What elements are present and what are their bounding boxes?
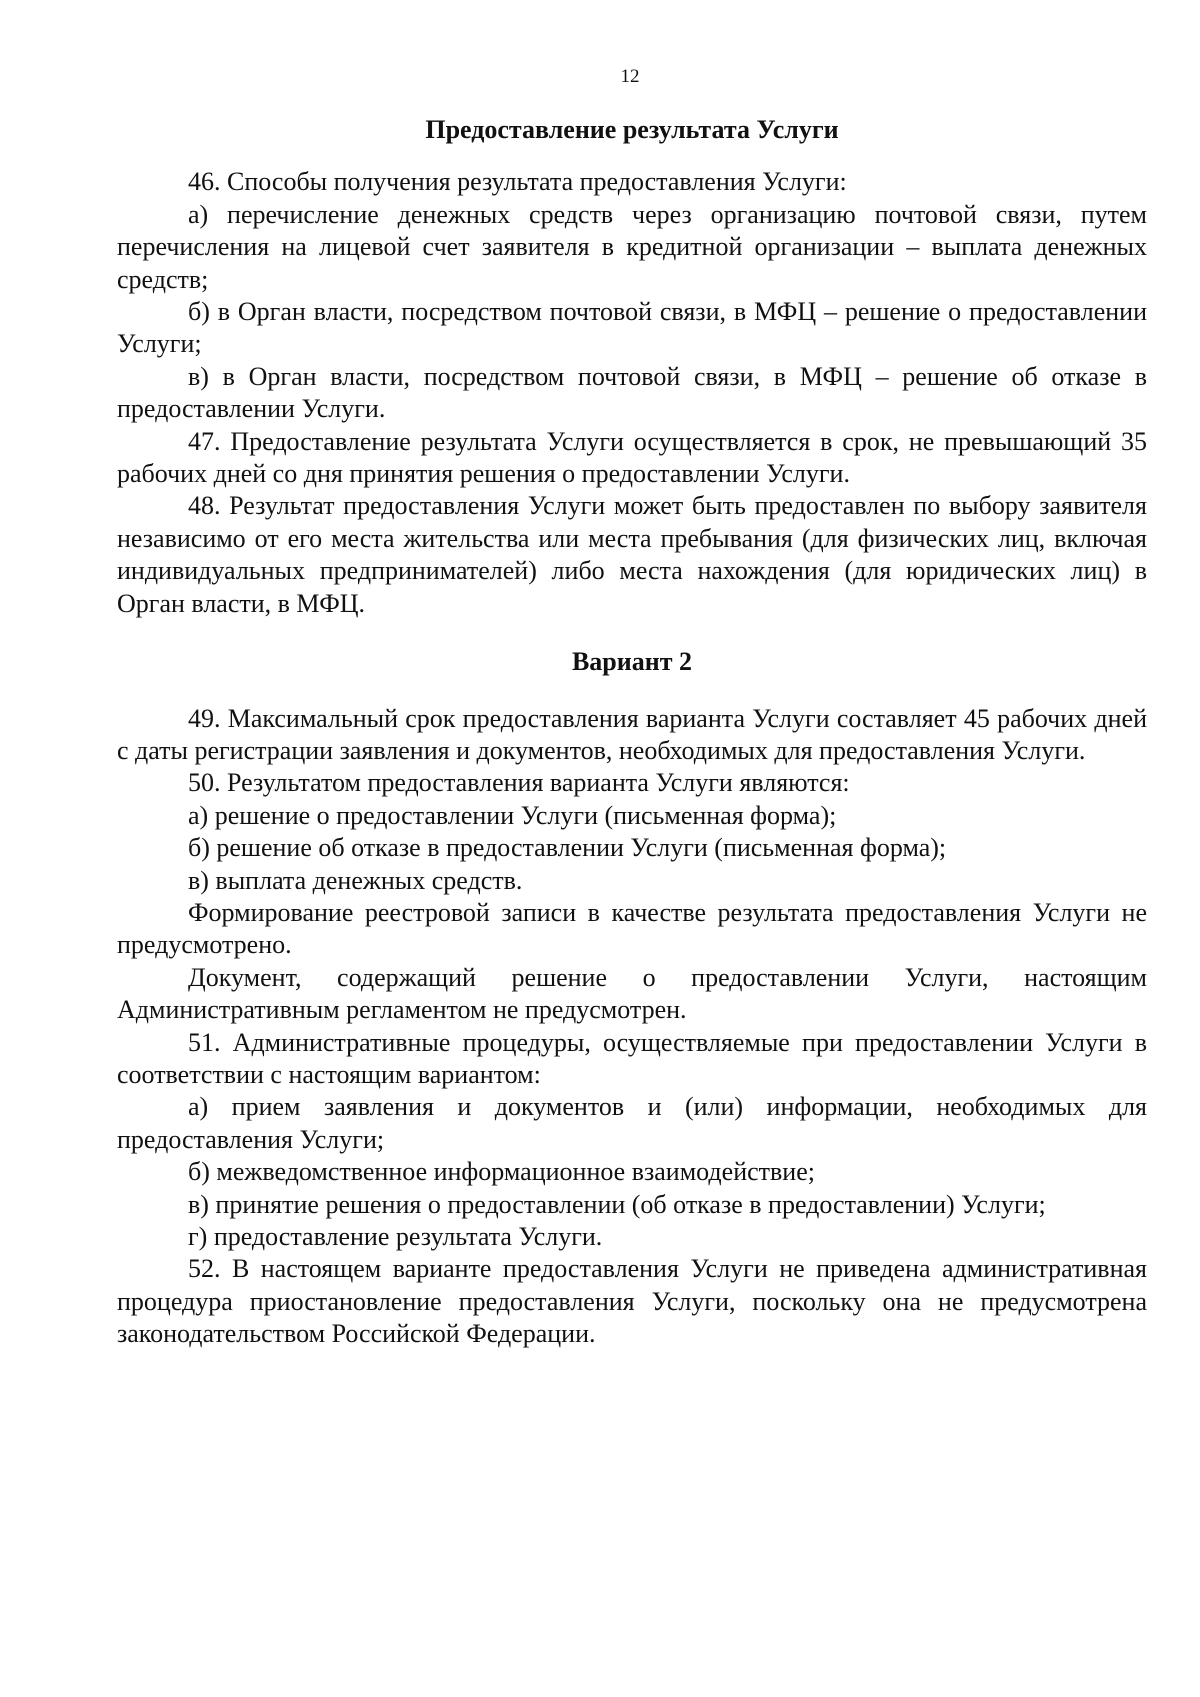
paragraph: а) перечисление денежных средств через организацию почтовой связи, путем перечисления на лицевой счет заявителя в кредитной организации – выплата денежных средств; (117, 199, 1147, 294)
paragraph: в) в Орган власти, посредством почтовой связи, в МФЦ – решение об отказе в предоставлении Услуги. (117, 361, 1147, 424)
document-body (117, 114, 1147, 1351)
paragraph: б) межведомственное информационное взаимодействие; (188, 1157, 815, 1187)
paragraph: а) решение о предоставлении Услуги (письменная форма); (188, 800, 837, 830)
paragraph: а) прием заявления и документов и (или) информации, необходимых для предоставления Услуги; (117, 1092, 1147, 1154)
paragraph: б) в Орган власти, посредством почтовой связи, в МФЦ – решение о предоставлении Услуги; (117, 297, 1147, 359)
section-heading-variant-2: Вариант 2 (571, 647, 693, 677)
paragraph: Документ, содержащий решение о предоставлении Услуги, настоящим Административным регламентом не предусмотрен. (117, 962, 1147, 1025)
paragraph: б) решение об отказе в предоставлении Услуги (письменная форма); (188, 833, 947, 863)
paragraph: в) выплата денежных средств. (188, 865, 523, 895)
paragraph: в) принятие решения о предоставлении (об отказе в предоставлении) Услуги; (188, 1189, 1046, 1219)
page-number: 12 (620, 66, 640, 87)
paragraph: Формирование реестровой записи в качестве результата предоставления Услуги не предусмотрено. (117, 897, 1147, 960)
paragraph: 52. В настоящем варианте предоставления Услуги не приведена административная процедура приостановление предоставления Услуги, поскольку она не предусмотрена законодательством Российской Федерации. (117, 1254, 1147, 1349)
paragraph: 48. Результат предоставления Услуги может быть предоставлен по выбору заявителя независимо от его места жительства или места пребывания (для физических лиц, включая индивидуальных предпринимателей) либо места нахождения (для юридических лиц) в Орган власти, в МФЦ. (117, 491, 1147, 618)
paragraph: 50. Результатом предоставления варианта Услуги являются: (188, 768, 850, 798)
paragraph: 47. Предоставление результата Услуги осуществляется в срок, не превышающий 35 рабочих дней со дня принятия решения о предоставлении Услуги. (117, 426, 1147, 489)
paragraph: 49. Максимальный срок предоставления варианта Услуги составляет 45 рабочих дней с даты регистрации заявления и документов, необходимых для предоставления Услуги. (117, 703, 1147, 765)
paragraph: 51. Административные процедуры, осуществляемые при предоставлении Услуги в соответствии с настоящим вариантом: (117, 1027, 1147, 1089)
paragraph: г) предоставление результата Услуги. (188, 1222, 603, 1251)
section-heading-result: Предоставление результата Услуги (425, 115, 839, 144)
paragraph: 46. Способы получения результата предоставления Услуги: (188, 167, 847, 197)
